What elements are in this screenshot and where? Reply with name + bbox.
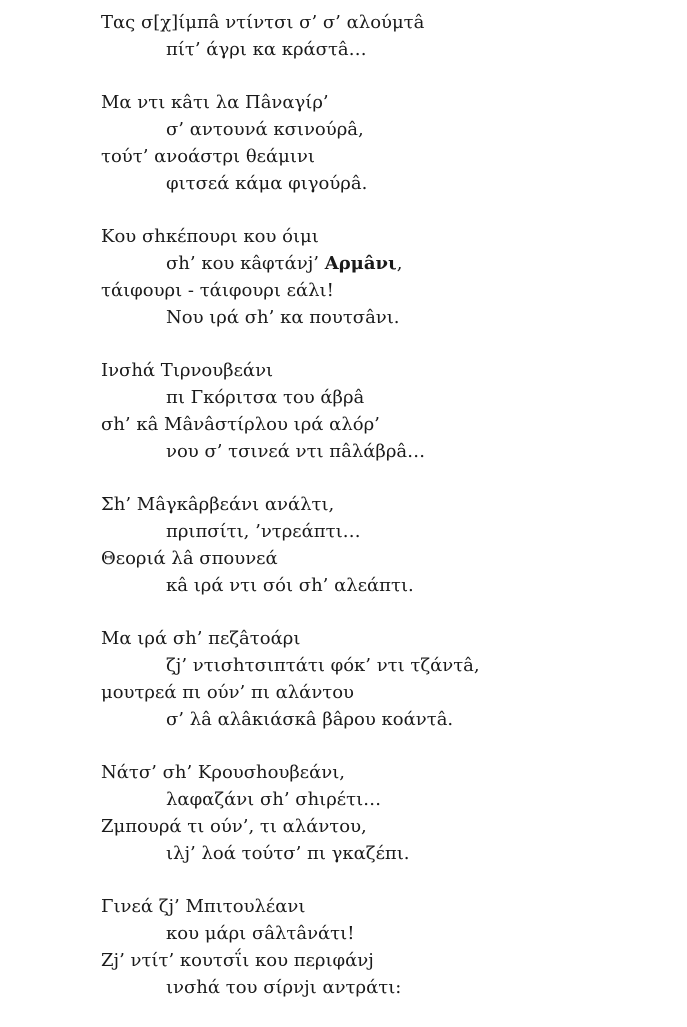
poem-line: Νου ιρά σh’ κα πουτσâνι. (166, 307, 400, 328)
poem-line: τούτ’ ανοάστρι θεάμινι (101, 146, 315, 167)
poem-line: πίτ’ άγρι κα κράστâ… (166, 39, 367, 60)
poem (101, 9, 671, 1027)
poem-line: τάιφουρι - τάιφουρι εάλι! (101, 280, 334, 301)
poem-line: σ’ αντουνά κσινούρâ, (166, 119, 364, 140)
line-text: σh’ κου κâφτάνj’ (166, 253, 325, 274)
poem-line: Κου σhκέπουρι κου όιμι (101, 226, 319, 247)
poem-line: φιτσεά κάμα φιγούρâ. (166, 173, 368, 194)
poem-line: λαφαζάνι σh’ σhιρέτι… (166, 789, 382, 810)
stanza-3 (101, 223, 671, 331)
poem-line: σ’ λâ αλâκιάσκâ βâρου κοάντâ. (166, 709, 454, 730)
poem-line: Ζμπουρά τι ούν’, τι αλάντου, (101, 816, 367, 837)
poem-line: Τας σ[χ]ίμπâ ντίντσι σ’ σ’ αλούμτâ (101, 12, 425, 33)
poem-line: Θεοριά λâ σπουνεά (101, 548, 278, 569)
poem-line: Μα ιρά σh’ πεζâτοάρι (101, 628, 301, 649)
line-text: , (396, 253, 403, 274)
poem-line: ινσhά του σίρνjι αντράτι: (166, 977, 402, 998)
poem-line: νου σ’ τσινεά ντι πâλάβρâ… (166, 441, 426, 462)
poem-line: κâ ιρά ντι σόι σh’ αλεάπτι. (166, 575, 414, 596)
poem-line: μουτρεά πι ούν’ πι αλάντου (101, 682, 355, 703)
poem-line: Σh’ Μâγκâρβεάνι ανάλτι, (101, 494, 335, 515)
stanza-6 (101, 625, 671, 733)
poem-line: πριπσίτι, ’ντρεάπτι… (166, 521, 361, 542)
poem-line: πι Γκόριτσα του άβρâ (166, 387, 365, 408)
poem-line: ιλj’ λοά τούτσ’ πι γκαζέπι. (166, 843, 410, 864)
stanza-4 (101, 357, 671, 465)
stanza-2 (101, 89, 671, 197)
poem-line: Zj’ ντίτ’ κουτσΐι κου περιφάνj (101, 950, 374, 971)
poem-line: Ινσhά Τιρνουβεάνι (101, 360, 274, 381)
stanza-1 (101, 9, 671, 63)
poem-line: σh’ κâ Μâνâστίρλου ιρά αλόρ’ (101, 414, 380, 435)
poem-line: ζj’ ντισhτσιπτάτι φόκ’ ντι τζάντâ, (166, 655, 480, 676)
poem-line: κου μάρι σâλτâνάτι! (166, 923, 355, 944)
stanza-5 (101, 491, 671, 599)
stanza-7 (101, 759, 671, 867)
line-bold-word: Αρμâνι (324, 253, 397, 274)
poem-line: Γινεά ζj’ Μπιτουλέανι (101, 896, 306, 917)
poem-line: Μα ντι κâτι λα Πâναγίρ’ (101, 92, 329, 113)
poem-line: Νάτσ’ σh’ Κρουσhουβεάνι, (101, 762, 345, 783)
poem-line (101, 250, 671, 277)
stanza-8 (101, 893, 671, 1001)
